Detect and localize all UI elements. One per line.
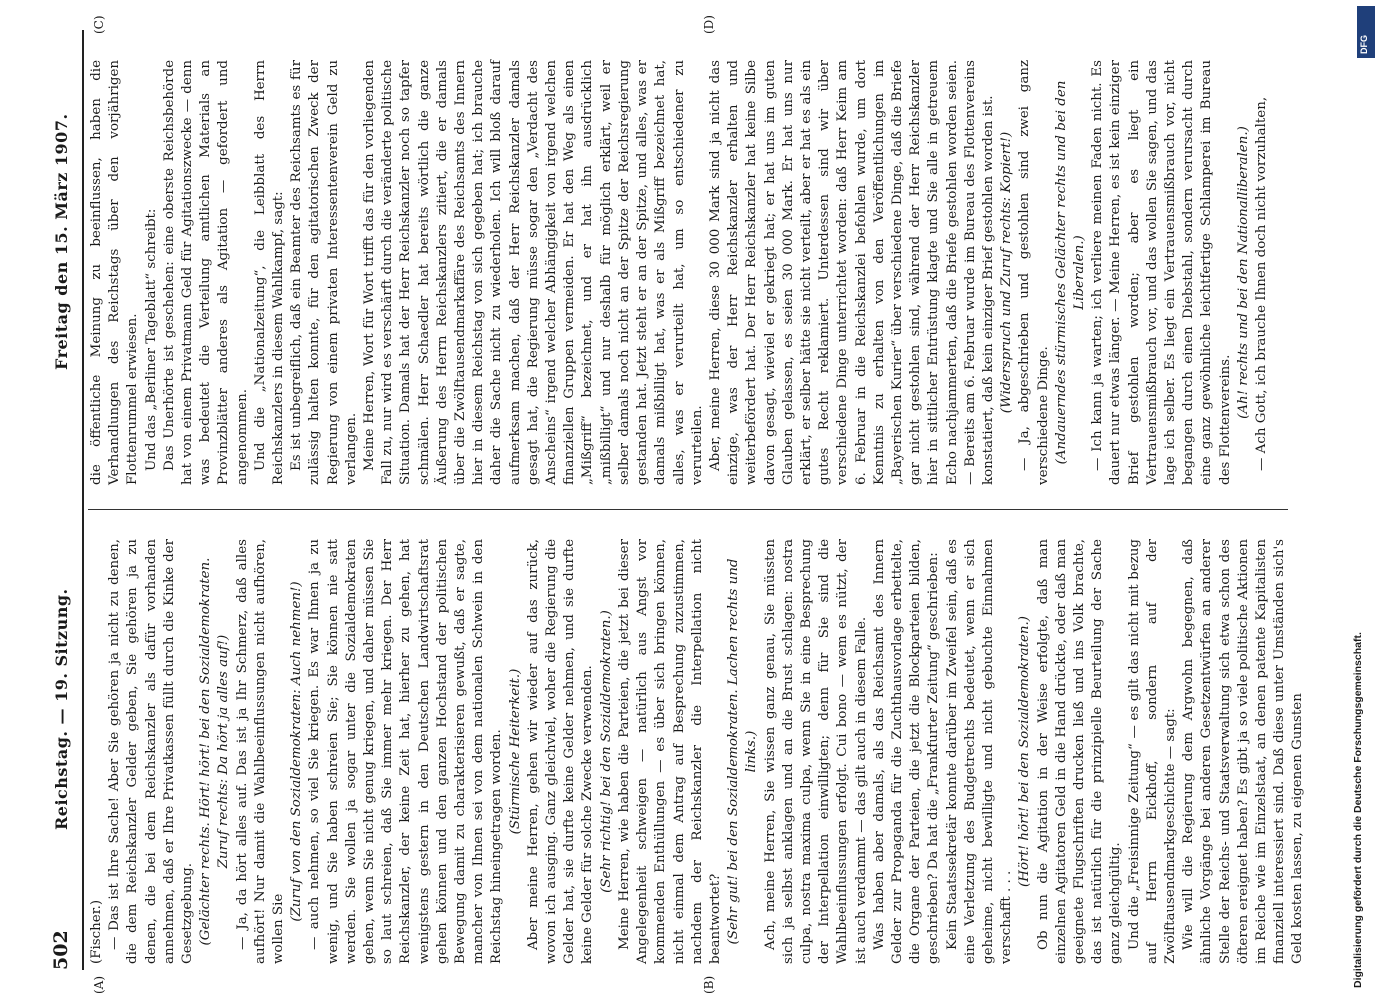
- paragraph: (Fischer.): [89, 899, 104, 964]
- paragraph: Kein Staatssekretär konnte darüber im Zweifel sein, daß es eine Verletzung des Budgetrechts bedeutet, wenn er sich geheime, nicht bewilligte und nicht gebuchte Einnahmen verschafft . . .: [944, 539, 1015, 964]
- interjection: (Hört! hört! bei den Sozialdemokraten.): [1017, 616, 1033, 887]
- header-session-title: Reichstag. — 19. Sitzung.: [52, 588, 71, 830]
- header-rule: [82, 30, 84, 970]
- column-divider: [88, 509, 1288, 510]
- paragraph: Ach, meine Herren, Sie wissen ganz genau, Sie müssten sich ja selbst anklagen und an die Brust schlagen: nostra culpa, nostra maxima culpa, wenn Sie in eine Besprechung der Interpellation einwilligten; denn für Sie sind die Wahlbeeinflussungen erfolgt. Cui bono — wem es nützt, der ist auch verdammt — das gilt auch in diesem Falle.: [762, 539, 869, 964]
- paragraph: — Ich kann ja warten; ich verliere meinen Faden nicht. Es dauert nur etwas länger. — Meine Herren, es ist kein einziger Brief gestohlen worden; aber es liegt ein Vertrauensmißbrauch vor, und das wollen Sie sagen, und das lage ich selber. Es liegt ein Vertrauensmißbrauch vor, nicht begangen durch einen Diebstahl, sondern verursacht durch eine ganz gewöhnliche leichtfertige Schlamperei im Bureau des Flottenvereins.: [1090, 60, 1233, 485]
- interjection: (Sehr gut! bei den Sozialdemokraten. Lachen rechts und links.): [726, 558, 760, 945]
- dfg-logo: DFG: [1357, 6, 1375, 58]
- page-number: 502: [50, 930, 72, 970]
- paragraph: Aber, meine Herren, diese 30 000 Mark sind ja nicht das einzige, was der Herr Reichskanzler erhalten und weiterbefördert hat. Der Herr Reichskanzler hat keine Silbe davon gesagt, wieviel er gekriegt hat; er hat uns im guten Glauben gelassen, es seien 30 000 Mark. Er hat uns nur erklärt, er selber hätte sie nicht verteilt, aber er hat es als ein gutes Recht reklamiert. Unterdessen sind wir über verschiedene Dinge unterrichtet worden: daß Herr Keim am 6. Februar in die Reichskanzlei befohlen wurde, um dort Kenntnis zu erhalten von den Veröffentlichungen im „Bayerischen Kurier“ über verschiedene Dinge, daß die Briefe gar nicht gestohlen sind, während der Herr Reichskanzler hier in sittlicher Entrüstung klagte und Sie alle in getreuem Echo nachjammerten, daß die Briefe gestohlen worden seien. — Bereits am 6. Februar wurde im Bureau des Flottenvereins konstatiert, daß kein einziger Brief gestohlen worden ist.: [707, 60, 996, 485]
- paragraph: Was haben aber damals, als das Reichsamt des Innern Gelder zur Propaganda für die Zuchthausvorlage erbettelte, die Organe der Parteien, die jetzt die Blockparteien bilden, geschrieben? Da hat die „Frankfurter Zeitung“ geschrieben:: [871, 539, 942, 964]
- header-date: Freitag den 15. März 1907.: [52, 113, 71, 370]
- paragraph: — Ja, abgeschrieben und gestohlen sind zwei ganz verschiedene Dinge.: [1017, 60, 1051, 485]
- digitization-credit: Digitalisierung gefördert durch die Deutsche Forschungsgemeinschaft.: [1352, 632, 1364, 988]
- paragraph: — Ach Gott, ich brauche Ihnen doch nicht vorzuhalten,: [1254, 96, 1269, 471]
- paragraph: Es ist unbegreiflich, daß ein Beamter des Reichsamts es für zulässig halten konnte, für den agitatorischen Zweck der Regierung von einem privaten Interessentenverein Geld zu verlangen.: [289, 60, 359, 485]
- margin-marker-b: (B): [702, 975, 716, 994]
- paragraph: Aber meine Herren, gehen wir wieder auf das zurück, wovon ich ausging. Ganz gleichviel, woher die Regierung die Gelder hat, sie durfte keine Gelder nehmen, und sie durfte keine Gelder für solche Zwecke verwenden.: [525, 539, 596, 964]
- paragraph: — Ja, da hört alles auf. Das ist ja Ihr Schmerz, daß alles aufhört! Nur damit die Wahlbeeinflussungen nicht aufhören, wollen Sie: [234, 539, 287, 964]
- interjection: (Ah! rechts und bei den Nationalliberalen.): [1235, 126, 1251, 419]
- interjection: (Gelächter rechts. Hört! hört! bei den Sozialdemokraten. Zuruf rechts: Da hört ja alles auf!): [198, 557, 232, 946]
- paragraph: Das Unerhörte ist geschehen: eine oberste Reichsbehörde hat von einem Privatmann Geld für Agitationszwecke — denn was bedeutet die Verteilung amtlichen Materials an Provinzblätter anderes als Agitation — gefordert und angenommen.: [161, 60, 250, 485]
- paragraph: Und das „Berliner Tageblatt“ schreibt:: [143, 208, 159, 471]
- margin-marker-c: (C): [92, 15, 106, 34]
- interjection: (Andauerndes stürmisches Gelächter rechts und bei den Liberalen.): [1053, 80, 1087, 465]
- interjection: (Sehr richtig! bei den Sozialdemokraten.): [598, 610, 614, 893]
- margin-marker-d: (D): [702, 15, 716, 34]
- paragraph: — Das ist Ihre Sache! Aber Sie gehören ja nicht zu denen, die dem Reichskanzler Gelder geben, Sie gehören ja zu denen, die bei dem Reichskanzler als dafür vorhanden annehmen, daß er Ihre Privatkassen füllt durch die Kinke der Gesetzgebung.: [107, 539, 196, 964]
- page-header: [50, 35, 80, 970]
- left-text-column: [88, 539, 1306, 964]
- interjection: (Zuruf von den Sozialdemokraten: Auch nehmen!): [289, 581, 305, 922]
- paragraph: Und die „Freisinnige Zeitung“ — es gilt das nicht mit bezug auf Herrn Eickhoff, sondern auf der Zwölftausendmarkgeschichte — sagt:: [1126, 539, 1178, 964]
- paragraph: Meine Herren, Wort für Wort trifft das für den vorliegenden Fall zu, nur wird es verschärft durch die veränderte politische Situation. Damals hat der Herr Reichskanzler noch so tapfer schmälen. Herr Schaedler hat bereits wörtlich die ganze Äußerung des Herrn Reichskanzlers zitiert, die er damals über die Zwölftausendmarkaffäre des Reichsamts des Innern hier in diesem Reichstag von sich gegeben hat; ich brauche daher die Sache nicht zu wiederholen. Ich will bloß darauf aufmerksam machen, daß der Herr Reichskanzler damals gesagt hat, die Regierung müsse sogar den „Verdacht des Anscheins“ irgend welcher Abhängigkeit von irgend welchen finanziellen Gruppen vermeiden. Er hat den Weg als einen „Mißgriff“ bezeichnet, und er hat ihn ausdrücklich „mißbilligt“ und nur deshalb für möglich erklärt, weil er selber damals noch nicht an der Spitze der Reichsregierung gestanden hat. Jetzt steht er an der Spitze, und alles, was er damals mißbilligt hat, was er als Mißgriff bezeichnet hat, alles, was er verurteilt hat, um so entschiedener zu verurteilen.: [362, 60, 705, 485]
- interjection: (Widerspruch und Zuruf rechts: Kopiert!): [999, 131, 1015, 414]
- paragraph: Ob nun die Agitation in der Weise erfolgte, daß man einzelnen Agitatoren Geld in die Hand drückte, oder daß man geeignete Flugschriften drucken ließ und ins Volk brachte, das ist natürlich für die prinzipielle Beurteilung der Sache ganz gleichgültig.: [1035, 539, 1124, 964]
- paragraph: Meine Herren, wie haben die Parteien, die jetzt bei dieser Angelegenheit schweigen — natürlich aus Angst vor kommenden Enthüllungen — es über sich bringen können, nicht einmal dem Antrag auf Besprechung zuzustimmen, nachdem der Reichskanzler die Interpellation nicht beantwortet?: [616, 539, 723, 964]
- interjection: (Stürmische Heiterkeit.): [507, 668, 523, 835]
- margin-marker-a: (A): [92, 975, 106, 994]
- right-text-column: [88, 60, 1288, 485]
- paragraph: Wie will die Regierung dem Argwohn begegnen, daß ähnliche Vorgänge bei anderen Gesetzentwürfen an anderer Stelle der Reichs- und Staatsverwaltung sich etwa schon des öfteren ereignet haben? Es gibt ja so viele politische Aktionen im Reiche wie im Einzelstaat, an denen patente Kapitalisten finanziell interessiert sind. Daß diese unter Umständen sich's Geld kosten lassen, zu eigenen Gunsten: [1181, 539, 1306, 964]
- paragraph: Und die „Nationalzeitung“, die Leibblatt des Herrn Reichskanzlers in diesem Wahlkampf, sagt:: [252, 60, 287, 485]
- paragraph: — auch nehmen, so viel Sie kriegen. Es war Ihnen ja zu wenig, und Sie haben schreien Sie; Sie können nie satt werden. Sie wollen ja sogar unter die Sozialdemokraten gehen, wenn Sie nicht genug kriegen, und daher müssen Sie so laut schreien, daß Sie immer mehr kriegen. Der Herr Reichskanzler, der keine Zeit hat, hierher zu gehen, hat wenigstens gestern in den Deutschen Landwirtschaftsrat gehen können und den ganzen Hochstand der politischen Bewegung damit zu charakterisieren gewußt, daß er sagte, mancher von Ihnen sei von dem nationalen Schwein in den Reichstag hineingetragen worden.: [307, 539, 505, 964]
- paragraph: die öffentliche Meinung zu beeinflussen, haben die Verhandlungen des Reichstags über den vorjährigen Flottenrummel erwiesen.: [89, 60, 141, 485]
